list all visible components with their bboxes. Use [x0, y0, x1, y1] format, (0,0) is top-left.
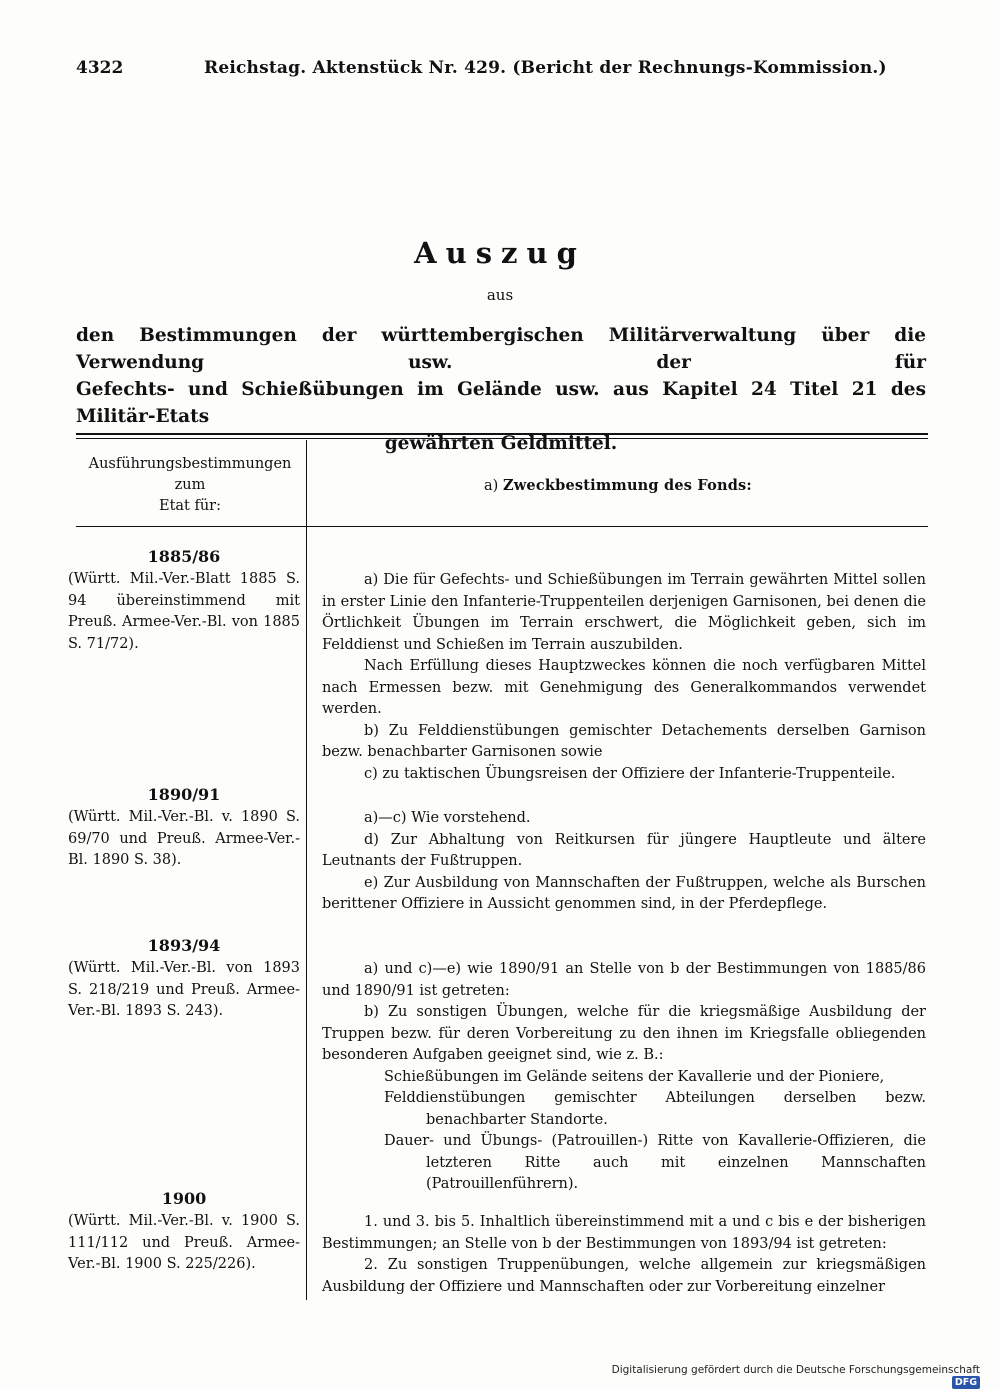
section-year: 1900 [161, 1189, 207, 1208]
section-year: 1885/86 [147, 547, 221, 566]
subtitle-line-1: den Bestimmungen der württembergischen Militärverwaltung über die Verwendung usw. der für [76, 325, 926, 373]
section-list-item: Dauer- und Übungs- (Patrouillen-) Ritte von Kavallerie-Offizieren, die letzteren Ritte auch mit einzelnen Mannschaften (Patrouillenführern). [384, 1133, 926, 1192]
column-header-right-title: Zweckbestimmung des Fonds: [502, 477, 752, 494]
section-paragraph: d) Zur Abhaltung von Reitkursen für jüngere Hauptleute und ältere Leutnants der Fußtruppen. [322, 831, 926, 869]
column-header-right [308, 477, 928, 494]
section-paragraph: b) Zu sonstigen Übungen, welche für die kriegsmäßige Ausbildung der Truppen bezw. für deren Vorbereitung zu den ihnen im Kriegsfalle obliegenden besonderen Aufgaben geeignet sind, wie z. B.: [322, 1004, 926, 1063]
section-paragraph: a)—c) Wie vorstehend. [364, 810, 531, 826]
section-right [322, 808, 926, 916]
section-left [68, 1188, 300, 1276]
dfg-logo-icon: DFG [952, 1376, 980, 1389]
document-heading: Auszug [414, 236, 586, 270]
footer-text: Digitalisierung gefördert durch die Deutsche Forschungsgemeinschaft [611, 1364, 980, 1376]
section-reference: (Württ. Mil.-Ver.-Bl. von 1893 S. 218/219 und Preuß. Armee-Ver.-Bl. 1893 S. 243). [68, 960, 300, 1019]
section-reference: (Württ. Mil.-Ver.-Bl. v. 1900 S. 111/112 und Preuß. Armee-Ver.-Bl. 1900 S. 225/226). [68, 1213, 300, 1272]
section-paragraph: 2. Zu sonstigen Truppenübungen, welche allgemein zur kriegsmäßigen Ausbildung der Offiziere und Mannschaften oder zur Vorbereitung einzelner [322, 1257, 926, 1295]
column-header-left-line-1: Ausführungsbestimmungen [88, 456, 292, 472]
heading-aus: aus [486, 286, 514, 304]
section-list-item: Felddienstübungen gemischter Abteilungen derselben bezw. benachbarter Standorte. [384, 1090, 926, 1128]
section-paragraph: a) und c)—e) wie 1890/91 an Stelle von b der Bestimmungen von 1885/86 und 1890/91 ist getreten: [322, 961, 926, 999]
column-header-left [76, 454, 304, 517]
column-divider [306, 440, 307, 1300]
subtitle-line-3: gewährten Geldmittel. [384, 433, 618, 454]
page-number: 4322 [76, 58, 124, 78]
section-paragraph: Nach Erfüllung dieses Hauptzweckes können die noch verfügbaren Mittel nach Ermessen bezw. mit Genehmigung des Generalkommandos verwendet werden. [322, 658, 926, 717]
section-right [322, 1212, 926, 1298]
table-header-rule [76, 526, 928, 527]
table-top-rule [76, 433, 928, 435]
column-header-left-line-3: Etat für: [158, 498, 221, 514]
section-paragraph: a) Die für Gefechts- und Schießübungen im Terrain gewährten Mittel sollen in erster Linie den Infanterie-Truppenteilen derjenigen Garnisonen, bei denen die Örtlichkeit Übungen im Terrain erschwert, die Möglichkeit geben, sich im Felddienst und Schießen im Terrain auszubilden. [322, 572, 926, 653]
page-header [76, 58, 926, 86]
section-left [68, 784, 300, 872]
section-right [322, 570, 926, 785]
table-top-rule-thin [76, 438, 928, 439]
section-left [68, 546, 300, 655]
column-header-right-prefix: a) [484, 478, 499, 494]
section-list-item: Schießübungen im Gelände seitens der Kavallerie und der Pioniere, [384, 1068, 885, 1085]
section-right [322, 959, 926, 1196]
section-year: 1890/91 [147, 785, 221, 804]
column-header-left-line-2: zum [174, 477, 206, 493]
digitization-footer [600, 1364, 980, 1389]
running-title: Reichstag. Aktenstück Nr. 429. (Bericht der Rechnungs-Kommission.) [204, 58, 887, 78]
section-paragraph: 1. und 3. bis 5. Inhaltlich übereinstimmend mit a und c bis e der bisherigen Bestimmungen; an Stelle von b der Bestimmungen von 1893/94 ist getreten: [322, 1214, 926, 1252]
section-reference: (Württ. Mil.-Ver.-Blatt 1885 S. 94 übereinstimmend mit Preuß. Armee-Ver.-Bl. von 1885 S. 71/72). [68, 571, 300, 652]
section-left [68, 935, 300, 1023]
section-paragraph: b) Zu Felddienstübungen gemischter Detachements derselben Garnison bezw. benachbarter Garnisonen sowie [322, 722, 926, 760]
subtitle-line-2: Gefechts- und Schießübungen im Gelände usw. aus Kapitel 24 Titel 21 des Militär-Etats [76, 379, 926, 427]
section-paragraph: c) zu taktischen Übungsreisen der Offiziere der Infanterie-Truppenteile. [364, 765, 896, 782]
section-year: 1893/94 [147, 936, 221, 955]
document-subtitle [76, 322, 926, 457]
section-paragraph: e) Zur Ausbildung von Mannschaften der Fußtruppen, welche als Burschen berittener Offiziere in Aussicht genommen sind, in der Pferdepflege. [322, 874, 926, 912]
section-reference: (Württ. Mil.-Ver.-Bl. v. 1890 S. 69/70 und Preuß. Armee-Ver.-Bl. 1890 S. 38). [68, 809, 300, 868]
